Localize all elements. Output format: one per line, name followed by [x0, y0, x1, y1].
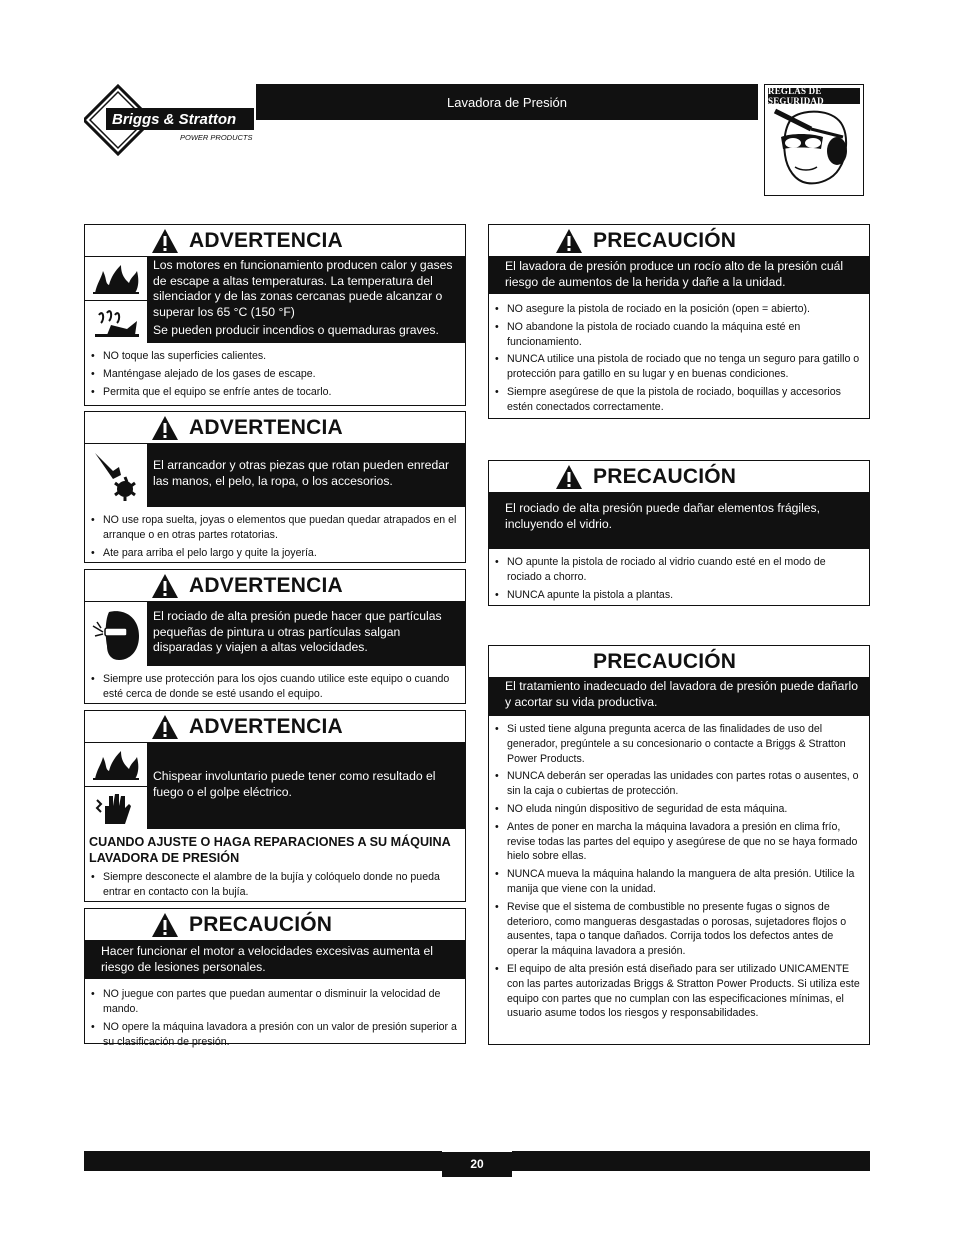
caution-box-engine-speed	[84, 908, 466, 1048]
list-item: • Revise que el sistema de combustible no presente fugas o signos de deterioro, como mangueras desgastadas o porosas, sujetadores flojos o ausentes, tapa o tanque dañados. Corrija todos los defectos antes de operar la máquina lavadora a presión.	[495, 900, 861, 959]
caution-message	[489, 677, 869, 716]
section-subheading: CUANDO AJUSTE O HAGA REPARACIONES A SU MÁQUINA LAVADORA DE PRESIÓN	[89, 835, 451, 865]
warning-text: Los motores en funcionamiento producen calor y gases de escape a altas temperaturas. La temperatura del silenciador y de las zonas cercanas puede alcanzar o superar los 65 °C (150 °F)	[153, 258, 453, 319]
header-title-bar	[256, 84, 758, 120]
warning-header	[85, 570, 465, 602]
caution-text: El tratamiento inadecuado del lavadora de presión puede dañarlo y acortar su vida productiva.	[505, 679, 859, 709]
list-item: • NO eluda ningún dispositivo de seguridad de esta máquina.	[495, 802, 861, 817]
warning-title: ADVERTENCIA	[189, 714, 343, 738]
caution-message	[489, 256, 869, 294]
caution-title: PRECAUCIÓN	[593, 649, 737, 673]
eye-protection-icon	[85, 602, 149, 666]
warning-text: El arrancador y otras piezas que rotan pueden enredar las manos, el pelo, la ropa, o los accesorios.	[153, 458, 450, 488]
warning-title: ADVERTENCIA	[189, 228, 343, 252]
list-item: • Permita que el equipo se enfríe antes de tocarlo.	[91, 385, 457, 400]
brand-logo	[84, 84, 254, 156]
warning-header	[85, 711, 465, 743]
caution-box-spray-gun	[488, 224, 870, 419]
caution-text: Hacer funcionar el motor a velocidades excesivas aumenta el riesgo de lesiones personales.	[101, 944, 433, 974]
list-item: • NO opere la máquina lavadora a presión con un valor de presión superior a su clasificación de presión.	[91, 1020, 457, 1050]
bullet-list	[85, 507, 465, 567]
electric-shock-hand-icon	[85, 786, 149, 830]
warning-text: Se pueden producir incendios o quemaduras graves.	[153, 323, 439, 338]
warning-triangle-icon	[151, 415, 179, 441]
caution-box-fragile-items	[488, 460, 870, 606]
caution-title: PRECAUCIÓN	[593, 464, 737, 488]
warning-triangle-icon	[151, 228, 179, 254]
list-item: • Manténgase alejado de los gases de escape.	[91, 367, 457, 382]
caution-header	[489, 461, 869, 492]
warning-box-hot-surfaces	[84, 224, 466, 406]
caution-header	[489, 646, 869, 677]
safety-label: REGLAS DE SEGURIDAD	[768, 88, 860, 104]
bullet-list	[85, 979, 465, 1056]
list-item: • Antes de poner en marcha la máquina lavadora a presión en clima frío, revise todas las partes del equipo y asegúrese de que no se haya formado hielo sobre ellas.	[495, 820, 861, 864]
caution-box-improper-treatment	[488, 645, 870, 1045]
list-item: • NO apunte la pistola de rociado al vidrio cuando esté en el modo de rociado a chorro.	[495, 555, 861, 585]
warning-triangle-icon	[151, 714, 179, 740]
page-title: Lavadora de Presión	[447, 94, 567, 110]
caution-header	[85, 909, 465, 940]
warning-triangle-icon	[555, 464, 583, 490]
warning-message	[85, 602, 465, 666]
warning-header	[85, 225, 465, 257]
list-item: • Siempre desconecte el alambre de la bujía y colóquelo donde no pueda entrar en contacto con la bujía.	[91, 870, 457, 900]
list-item: • El equipo de alta presión está diseñado para ser utilizado UNICAMENTE con las partes autorizadas Briggs & Stratton Power Products. Si utiliza este equipo con partes que no cumplan con las especificaciones mínimas, el usuario asume todos los riesgos y responsabilidades.	[495, 962, 861, 1021]
warning-box-rotating-parts	[84, 411, 466, 563]
warning-header	[85, 412, 465, 444]
list-item: • NUNCA utilice una pistola de rociado que no tenga un seguro para gatillo o protección para gatillo en su lugar y en buenas condiciones.	[495, 352, 861, 382]
caution-message	[489, 492, 869, 549]
list-item: • Ate para arriba el pelo largo y quite la joyería.	[91, 546, 457, 561]
page-number-divider	[442, 1151, 512, 1152]
bullet-list	[85, 343, 465, 406]
list-item: • Siempre asegúrese de que la pistola de rociado, boquillas y accesorios estén conectados correctamente.	[495, 385, 861, 415]
warning-title: ADVERTENCIA	[189, 415, 343, 439]
warning-triangle-icon	[151, 573, 179, 599]
rotating-parts-hand-icon	[85, 444, 149, 507]
warning-message	[85, 257, 465, 343]
bullet-list	[489, 549, 869, 609]
warning-triangle-icon	[151, 912, 179, 938]
bullet-list	[489, 294, 869, 422]
caution-title: PRECAUCIÓN	[593, 228, 737, 252]
warning-message	[85, 743, 465, 829]
caution-title: PRECAUCIÓN	[189, 912, 333, 936]
warning-title: ADVERTENCIA	[189, 573, 343, 597]
bullet-list	[85, 666, 465, 709]
warning-text: El rociado de alta presión puede hacer que partículas pequeñas de pintura u otras partículas salgan disparadas y viajen a altas velocidades.	[153, 609, 442, 655]
brand-name: Briggs & Stratton	[112, 111, 237, 128]
safety-rules-badge	[764, 84, 864, 196]
bullet-list	[489, 716, 869, 1028]
warning-box-sparks	[84, 710, 466, 902]
face-with-goggles-and-earmuffs-icon	[771, 107, 857, 191]
list-item: • NO use ropa suelta, joyas o elementos que puedan quedar atrapados en el arranque o en otras partes rotatorias.	[91, 513, 457, 543]
warning-text: Chispear involuntario puede tener como resultado el fuego o el golpe eléctrico.	[153, 768, 436, 799]
list-item: • NO toque las superficies calientes.	[91, 349, 457, 364]
bullet-list	[85, 868, 465, 907]
brand-sub: POWER PRODUCTS	[180, 133, 253, 142]
caution-text: El rociado de alta presión puede dañar elementos frágiles, incluyendo el vidrio.	[505, 501, 821, 531]
list-item: • NUNCA apunte la pistola a plantas.	[495, 588, 861, 603]
warning-triangle-icon	[555, 228, 583, 254]
list-item: • Siempre use protección para los ojos cuando utilice este equipo o cuando esté cerca de donde se esté usando el equipo.	[91, 672, 457, 702]
page-number-text: 20	[470, 1157, 484, 1171]
list-item: • NO abandone la pistola de rociado cuando la máquina esté en funcionamiento.	[495, 320, 861, 350]
caution-header	[489, 225, 869, 256]
caution-text: El lavadora de presión produce un rocío alto de la presión cuál riesgo de aumentos de la herida y dañe a la unidad.	[505, 259, 844, 289]
list-item: • Si usted tiene alguna pregunta acerca de las finalidades de uso del generador, pregúntele a su concesionario o contacte a Briggs & Stratton Power Products.	[495, 722, 861, 766]
fire-icon	[85, 743, 149, 786]
hot-surface-icon	[85, 300, 149, 344]
fire-icon	[85, 257, 149, 300]
warning-box-eye-protection	[84, 569, 466, 704]
warning-message	[85, 444, 465, 507]
list-item: • NO asegure la pistola de rociado en la posición (open = abierto).	[495, 302, 861, 317]
caution-message	[85, 940, 465, 979]
list-item: • NUNCA mueva la máquina halando la manguera de alta presión. Utilice la manija que viene con la unidad.	[495, 867, 861, 897]
list-item: • NUNCA deberán ser operadas las unidades con partes rotas o ausentes, o sin la caja o cubiertas de protección.	[495, 769, 861, 799]
list-item: • NO juegue con partes que puedan aumentar o disminuir la velocidad de mando.	[91, 987, 457, 1017]
page-number	[442, 1151, 512, 1177]
